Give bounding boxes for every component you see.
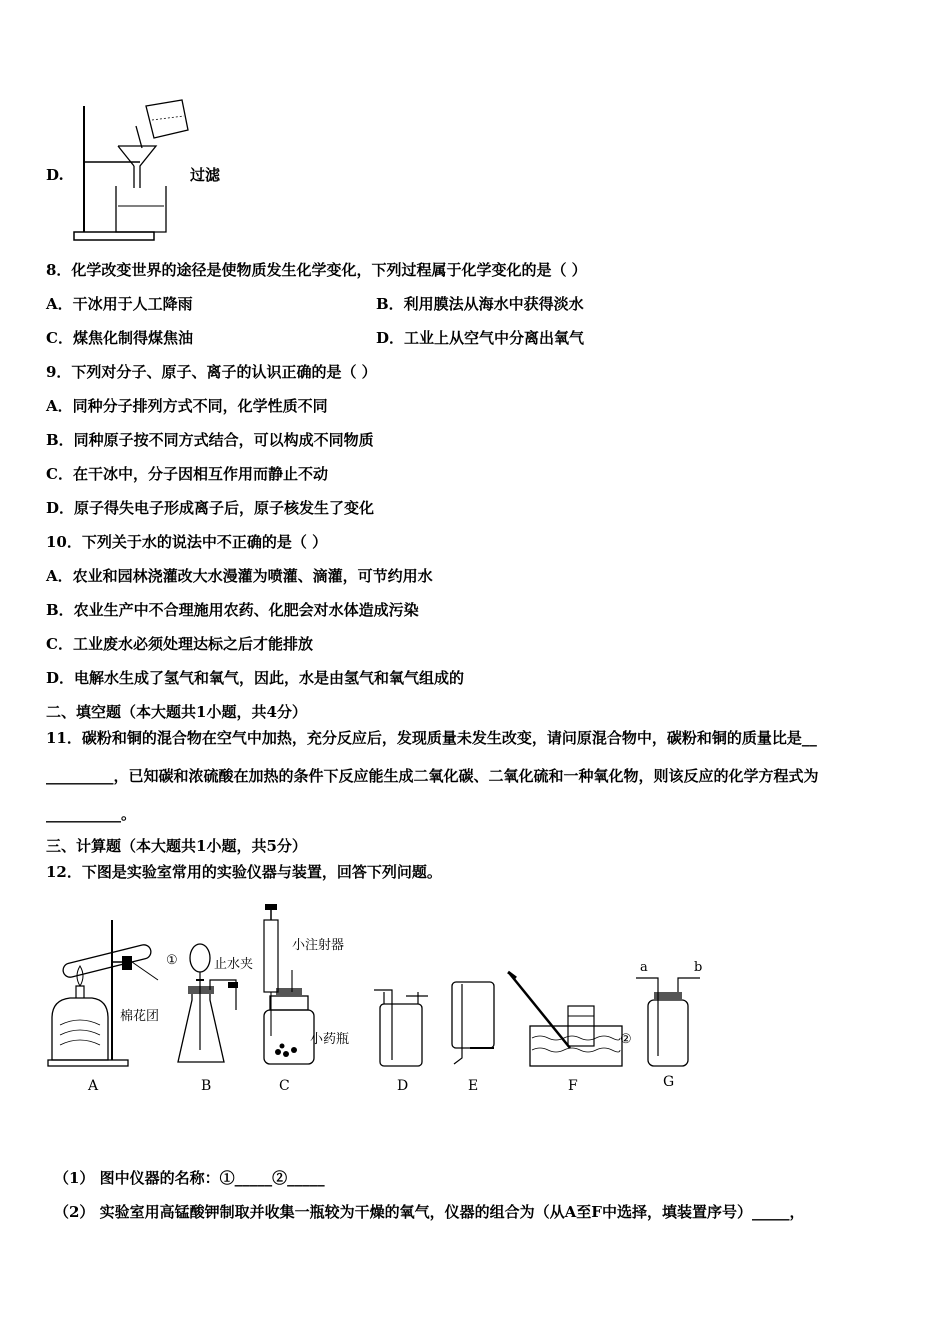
label-circle-1: ① [166,953,178,968]
q9-option-c: C．在干冰中，分子因相互作用而静止不动 [46,465,328,483]
apparatus-a [48,920,158,1066]
q10-option-b: B．农业生产中不合理施用农药、化肥会对水体造成污染 [46,601,419,619]
q11-line3: __________。 [46,805,137,823]
label-syringe: 小注射器 [292,938,345,953]
label-port-b: b [694,960,703,975]
label-port-a: a [640,960,648,975]
apparatus-f [508,972,622,1066]
q8-option-a: A．干冰用于人工降雨 [46,295,193,313]
q11-line1: 11．碳粉和铜的混合物在空气中加热，充分反应后，发现质量未发生改变，请问原混合物中，碳粉和铜的质量比是__ [46,729,817,747]
apparatus-c [264,904,314,1064]
q10-option-d: D．电解水生成了氢气和氧气，因此，水是由氢气和氧气组成的 [46,669,465,687]
q8-option-b: B．利用膜法从海水中获得淡水 [376,295,584,313]
lab-apparatus-figure [40,900,720,1080]
q8-option-d: D．工业上从空气中分离出氧气 [376,329,585,347]
section-calculation-heading: 三、计算题（本大题共1小题，共5分） [46,837,307,855]
q9-option-d: D．原子得失电子形成离子后，原子核发生了变化 [46,499,375,517]
q7-option-d-letter: D. [46,166,64,184]
q12-sub2: （2） 实验室用高锰酸钾制取并收集一瓶较为干燥的氧气，仪器的组合为（从A至F中选择，填装置序号）_____， [54,1203,805,1221]
caption-g: G [663,1074,675,1090]
caption-b: B [201,1078,212,1094]
caption-c: C [279,1078,290,1094]
q12-stem: 12．下图是实验室常用的实验仪器与装置，回答下列问题。 [46,863,442,881]
apparatus-d [374,990,428,1066]
q10-stem: 10．下列关于水的说法中不正确的是（ ） [46,533,328,551]
apparatus-g [636,978,700,1066]
apparatus-e [452,982,494,1064]
q8-option-c: C．煤焦化制得煤焦油 [46,329,193,347]
label-circle-2: ② [620,1032,632,1047]
q7-option-d-text: 过滤 [190,166,221,184]
filtration-apparatus-figure [70,96,200,246]
q11-line2: _________，已知碳和浓硫酸在加热的条件下反应能生成二氧化碳、二氧化硫和一种氧化物，则该反应的化学方程式为 [46,767,819,785]
caption-e: E [468,1078,479,1094]
q10-option-c: C．工业废水必须处理达标之后才能排放 [46,635,313,653]
q9-option-a: A．同种分子排列方式不同，化学性质不同 [46,397,328,415]
q8-stem: 8．化学改变世界的途径是使物质发生化学变化，下列过程属于化学变化的是（ ） [46,261,587,279]
q10-option-a: A．农业和园林浇灌改大水漫灌为喷灌、滴灌，可节约用水 [46,567,433,585]
label-cotton: 棉花团 [120,1009,160,1024]
label-clamp: 止水夹 [214,957,254,972]
section-fill-in-heading: 二、填空题（本大题共1小题，共4分） [46,703,307,721]
q9-stem: 9．下列对分子、原子、离子的认识正确的是（ ） [46,363,377,381]
caption-d: D [397,1078,409,1094]
q12-sub1: （1） 图中仪器的名称：①_____②_____ [54,1169,325,1187]
caption-a: A [88,1078,99,1094]
label-bottle: 小药瓶 [310,1032,350,1047]
caption-f: F [568,1078,578,1094]
q9-option-b: B．同种原子按不同方式结合，可以构成不同物质 [46,431,374,449]
